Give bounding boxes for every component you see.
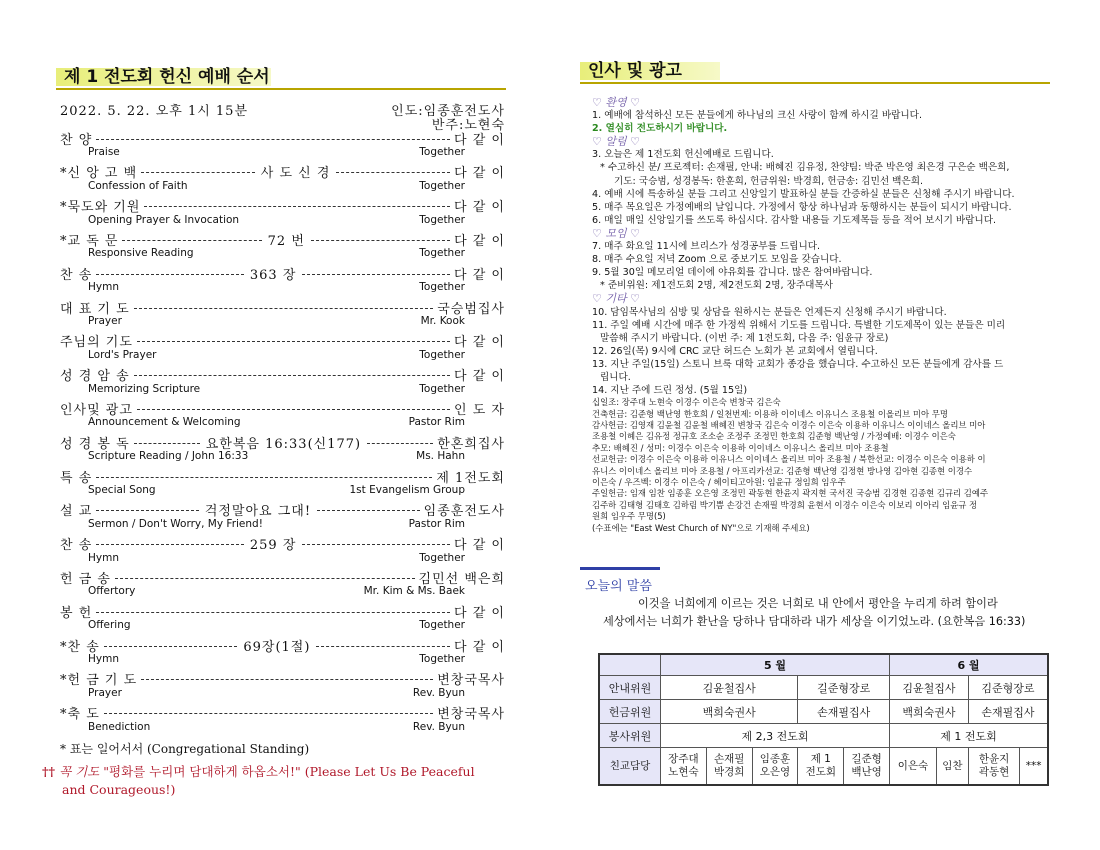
leader-dots — [96, 612, 450, 613]
announcement-7: 7. 매주 화요일 11시에 브리스가 성경공부를 드립니다. — [592, 241, 821, 253]
announcement-3-helpers: * 수고하신 분/ 프로젝터: 손재필, 안내: 배혜진 김유정, 찬양팀: 박준 박은영 최은경 구은순 백은희, — [600, 162, 1010, 174]
item-title-en: Hymn — [88, 551, 119, 564]
item-title-en: Benediction — [88, 720, 151, 733]
leader-dots — [104, 713, 433, 714]
item-performer-en: Mr. Kook — [420, 315, 465, 327]
leader-dots — [367, 443, 433, 444]
item-title: *찬 송 — [60, 639, 100, 655]
duty-cell: 임찬 — [936, 748, 968, 786]
service-item — [60, 299, 505, 333]
verse-line-2: 세상에서는 너희가 환난을 당하나 담대하라 내가 세상을 이기었노라. (요한복음 16:33) — [603, 615, 1026, 628]
prayer-mark: †† — [42, 764, 56, 779]
item-performer-en: Together — [419, 551, 465, 564]
item-detail: 363 장 — [249, 267, 297, 283]
duty-label: 헌금위원 — [599, 700, 661, 724]
duty-cell: 김윤철집사 — [889, 676, 968, 700]
item-performer: 인 도 자 — [454, 402, 505, 418]
announcement-3: 3. 오늘은 제 1전도회 헌신예배로 드립니다. — [592, 149, 774, 161]
item-performer: 다 같 이 — [454, 605, 505, 621]
leader-dots — [122, 240, 261, 241]
duty-cell: 김윤철집사 — [661, 676, 798, 700]
item-title: 찬 송 — [60, 538, 93, 554]
offering-memorial: 추모: 배혜진 / 성미: 이경수 이은숙 이용하 이이네스 이유니스 올리브 미아 조용철 — [592, 442, 889, 453]
service-item-row — [60, 637, 505, 653]
item-performer: 국승범집사 — [437, 301, 505, 317]
item-performer-en: Together — [419, 382, 465, 395]
item-performer-en: Together — [419, 619, 465, 632]
item-title: 주님의 기도 — [60, 335, 133, 351]
offering-sunday: 주일헌금: 임재 임찬 임종훈 오은영 조정민 곽동현 한윤지 곽지현 국서진 국승범 김경현 김종현 김규리 김예주 — [592, 488, 989, 499]
duty-table — [598, 653, 1049, 786]
duty-cell: 제 1 전도회 — [889, 724, 1048, 748]
service-accompanist: 반주:노현숙 — [431, 118, 505, 133]
service-item-row — [60, 400, 505, 416]
prayer-text: "평화를 누리며 담대하게 하옵소서!" (Please Let Us Be Peaceful — [103, 764, 475, 779]
service-item-row — [60, 367, 505, 383]
item-performer: 다 같 이 — [454, 132, 505, 148]
leader-dots — [134, 375, 450, 376]
item-title-en: Responsive Reading — [88, 247, 194, 260]
leader-dots — [302, 544, 450, 545]
item-performer-en: Together — [419, 653, 465, 665]
item-title: 봉 헌 — [60, 605, 93, 621]
duty-cell: 백희숙권사 — [889, 700, 968, 724]
service-item — [60, 603, 505, 637]
duty-label: 봉사위원 — [599, 724, 661, 748]
item-performer: 다 같 이 — [454, 538, 505, 554]
leader-dots — [316, 646, 450, 647]
leader-dots — [96, 510, 199, 511]
item-performer: 제 1전도회 — [436, 470, 505, 486]
announcements-title: 인사 및 광고 — [588, 61, 682, 81]
service-leader: 인도:임종훈전도사 — [391, 104, 505, 119]
duty-cell: 손재필 박경희 — [706, 748, 752, 786]
item-title-en: Confession of Faith — [88, 179, 188, 192]
leader-dots — [144, 206, 450, 207]
item-title: 특 송 — [60, 470, 93, 486]
offering-sunday-2: 김주하 김태형 김태호 김하림 박기쁨 손강건 손재필 박경희 윤현서 이경수 이은숙 이보리 이아리 임윤규 정 — [592, 499, 978, 510]
service-item — [60, 637, 505, 671]
item-detail: 요한복음 16:33(신177) — [205, 436, 362, 452]
leader-dots — [134, 443, 200, 444]
service-item — [60, 164, 505, 198]
item-title: *교 독 문 — [60, 233, 119, 249]
leader-dots — [141, 172, 255, 173]
item-title-en: Sermon / Don't Worry, My Friend! — [88, 517, 263, 530]
offering-building: 건축헌금: 김준형 백난영 한호희 / 일천번제: 이용하 이이네스 이유니스 조용철 이올리브 미아 무명 — [592, 408, 948, 419]
item-title: *묵도와 기원 — [60, 200, 141, 216]
leader-dots — [104, 646, 238, 647]
duty-cell: *** — [1020, 748, 1048, 786]
item-title-en: Scripture Reading / John 16:33 — [88, 450, 249, 463]
leader-dots — [336, 172, 450, 173]
item-performer-en: Pastor Rim — [408, 517, 465, 530]
service-item — [60, 198, 505, 232]
item-title-en: Prayer — [88, 315, 122, 327]
service-item — [60, 231, 505, 265]
item-title: 성 경 봉 독 — [60, 436, 130, 452]
announcement-10: 10. 담임목사님의 심방 및 상담을 원하시는 분들은 언제든지 신청해 주시기 바랍니다. — [592, 306, 947, 318]
service-item — [60, 536, 505, 570]
item-performer: 다 같 이 — [454, 200, 505, 216]
service-item-row — [60, 671, 505, 687]
duty-label: 안내위원 — [599, 676, 661, 700]
item-performer-en: Rev. Byun — [412, 686, 465, 699]
item-title-en: Hymn — [88, 653, 119, 665]
duty-cell: 제 2,3 전도회 — [661, 724, 890, 748]
duty-cell: 임종훈 오은영 — [752, 748, 798, 786]
leader-dots — [96, 139, 450, 140]
offering-sunday-3: 원희 임우주 무명(5) — [592, 511, 666, 522]
item-detail: 사 도 신 경 — [260, 166, 331, 182]
item-performer: 다 같 이 — [454, 639, 505, 655]
offering-mission-3: 이은숙 / 우즈벡: 이경수 이은숙 / 헤이티고아원: 임윤규 정임희 임우주 — [592, 477, 846, 487]
word-title: 오늘의 말씀 — [585, 579, 652, 594]
offering-mission-2: 유니스 이이네스 올리브 미아 조용철 / 아프리카선교: 김준형 백난영 김정현 방나영 김아현 김종현 이경수 — [592, 465, 973, 476]
announcements-title-bar — [580, 60, 1080, 82]
offering-tithe: 십일조: 장주대 노현숙 이경수 이은숙 변창국 김은숙 — [592, 397, 781, 408]
service-item — [60, 333, 505, 367]
leader-dots — [134, 308, 434, 309]
item-performer-en: Together — [419, 348, 465, 361]
service-item-row — [60, 198, 505, 214]
service-item-row — [60, 265, 505, 281]
service-title-bar — [56, 66, 506, 88]
item-performer: 변창국목사 — [437, 707, 505, 723]
duty-cell: 김준형장로 — [968, 676, 1048, 700]
offering-thanks-2: 조용철 이혜은 김유정 정규호 조소순 조정주 조정민 한호희 김준형 백난영 / 가정예배: 이경수 이은숙 — [592, 431, 956, 442]
item-performer-en: Rev. Byun — [412, 720, 465, 733]
announcement-13-cont: 립니다. — [600, 371, 631, 383]
duty-cell: 길준형 백난영 — [844, 748, 890, 786]
item-title-en: Offering — [88, 619, 131, 632]
announcement-8: 8. 매주 수요일 저녁 Zoom 으로 중보기도 모임을 갖습니다. — [592, 254, 842, 266]
service-item — [60, 367, 505, 401]
announcements-list — [592, 96, 1062, 534]
service-item — [60, 705, 505, 739]
service-item-row — [60, 434, 505, 450]
service-item-row — [60, 164, 505, 180]
service-item-row — [60, 705, 505, 721]
duty-row-fellowship — [599, 748, 1048, 786]
service-item — [60, 671, 505, 705]
leader-dots — [96, 544, 244, 545]
standing-note: * 표는 일어서서 (Congregational Standing) — [60, 742, 310, 756]
leader-dots — [137, 409, 450, 410]
item-title-en: Announcement & Welcoming — [88, 416, 241, 429]
announcement-4: 4. 예배 시에 특송하실 분들 그리고 신앙일기 발표하실 분들 간증하실 분들은 신청해 주시기 바랍니다. — [592, 188, 1015, 200]
announcement-9: 9. 5월 30일 메모리얼 데이에 야유회를 갑니다. 많은 참여바랍니다. — [592, 267, 873, 279]
service-item-row — [60, 603, 505, 619]
service-item-row — [60, 536, 505, 552]
category-notice: ♡ 알림 ♡ — [592, 135, 640, 149]
duty-june: 6 월 — [889, 654, 1048, 676]
announcement-9-committee: * 준비위원: 제1전도회 2명, 제2전도회 2명, 장주대목사 — [600, 280, 833, 292]
category-welcome: ♡ 환영 ♡ — [592, 96, 640, 109]
category-etc: ♡ 기타 ♡ — [592, 292, 640, 306]
service-title: 제 1 전도회 헌신 예배 순서 — [64, 67, 270, 87]
prayer-text-2: and Courageous!) — [62, 782, 176, 797]
item-detail: 69장(1절) — [243, 639, 311, 655]
service-item — [60, 400, 505, 434]
item-title: 찬 양 — [60, 132, 93, 148]
item-performer: 임종훈전도사 — [423, 504, 505, 520]
service-item-row — [60, 502, 505, 518]
item-title-en: Praise — [88, 146, 120, 158]
service-item — [60, 502, 505, 536]
item-performer-en: Together — [419, 146, 465, 158]
item-title-en: Memorizing Scripture — [88, 382, 201, 395]
service-item-row — [60, 231, 505, 247]
service-item — [60, 468, 505, 502]
item-performer-en: Mr. Kim & Ms. Baek — [363, 585, 465, 598]
announcement-12: 12. 26일(목) 9시에 CRC 교단 허드슨 노회가 본 교회에서 열립니다. — [592, 345, 878, 357]
item-title: 헌 금 송 — [60, 571, 111, 587]
announcement-11: 11. 주일 예배 시간에 매주 한 가정씩 위해서 기도를 드립니다. 특별한 기도제목이 있는 분들은 미리 — [592, 319, 1006, 331]
service-date: 2022. 5. 22. 오후 1시 15분 — [60, 104, 249, 119]
item-performer: 김민선 백은희 — [418, 571, 505, 587]
item-title: 찬 송 — [60, 267, 93, 283]
duty-cell: 백희숙권사 — [661, 700, 798, 724]
announcement-6: 6. 매일 매일 신앙일기를 쓰도록 하십시다. 감사할 내용들 기도제목들 등을 적어 보시기 바랍니다. — [592, 214, 997, 226]
duty-cell: 제 1 전도회 — [798, 748, 844, 786]
duty-row-service — [599, 724, 1048, 748]
item-title-en: Opening Prayer & Invocation — [88, 213, 240, 226]
offering-thanks: 감사헌금: 김영재 김윤철 김윤철 배혜진 변창국 김은숙 이경수 이은숙 이용하 이유니스 이이네스 올리브 미아 — [592, 419, 986, 430]
service-item-row — [60, 468, 505, 484]
leader-dots — [302, 274, 450, 275]
item-title-en: Special Song — [88, 484, 156, 496]
service-item — [60, 130, 505, 164]
duty-cell: 장주대 노현숙 — [661, 748, 707, 786]
leader-dots — [96, 477, 432, 478]
item-title-en: Prayer — [88, 686, 122, 699]
leader-dots — [137, 341, 450, 342]
item-title: *신 앙 고 백 — [60, 166, 138, 182]
duty-cell: 길준형장로 — [798, 676, 890, 700]
leader-dots — [96, 274, 244, 275]
item-title-en: Lord's Prayer — [88, 348, 157, 361]
duty-label: 친교담당 — [599, 748, 661, 786]
leader-dots — [141, 679, 433, 680]
duty-cell: 손재필집사 — [798, 700, 890, 724]
announcement-1: 1. 예배에 참석하신 모든 분들에게 하나님의 크신 사랑이 함께 하시길 바랍니다. — [592, 110, 922, 122]
item-performer: 한혼희집사 — [437, 436, 505, 452]
item-detail: 259 장 — [249, 538, 297, 554]
service-item-row — [60, 569, 505, 585]
announcement-13: 13. 지난 주일(15일) 스토니 브룩 대학 교회가 종강을 했습니다. 수고하신 모든 분들에게 감사를 드 — [592, 358, 1004, 370]
duty-may: 5 월 — [661, 654, 890, 676]
check-note: (수표에는 "East West Church of NY"으로 기재해 주세요) — [592, 522, 810, 533]
prayer-label: 꼭 기도 — [59, 764, 100, 779]
service-item — [60, 265, 505, 299]
duty-cell: 이은숙 — [889, 748, 936, 786]
item-title-en: Hymn — [88, 281, 119, 294]
item-title: 대 표 기 도 — [60, 301, 130, 317]
item-performer: 다 같 이 — [454, 166, 506, 182]
item-performer-en: Together — [419, 281, 465, 294]
category-meeting: ♡ 모임 ♡ — [592, 226, 640, 240]
verse-line-1: 이것을 너희에게 이르는 것은 너희로 내 안에서 평안을 누리게 하려 함이라 — [638, 597, 998, 610]
announcement-5: 5. 매주 목요일은 가정예배의 날입니다. 가정에서 항상 하나님과 동행하시는 분들이 되시기 바랍니다. — [592, 201, 1012, 213]
item-title: 인사및 광고 — [60, 402, 133, 418]
prayer-line — [42, 763, 522, 799]
item-performer: 다 같 이 — [454, 335, 505, 351]
item-title: *헌 금 기 도 — [60, 673, 138, 689]
item-performer: 다 같 이 — [454, 233, 506, 249]
item-performer: 변창국목사 — [437, 673, 505, 689]
offering-mission: 선교헌금: 이경수 이은숙 이용하 이유니스 이이네스 올리브 미아 조용철 / 북한선교: 이경수 이은숙 이용하 이 — [592, 454, 986, 465]
item-performer-en: 1st Evangelism Group — [349, 484, 465, 496]
item-title: 설 교 — [60, 504, 93, 520]
item-title: 성 경 암 송 — [60, 369, 130, 385]
duty-row-offering — [599, 700, 1048, 724]
announcement-14: 14. 지난 주에 드린 정성. (5월 15일) — [592, 385, 748, 397]
announcement-3-helpers-2: 기도: 국승범, 성경봉독: 한훈희, 헌금위원: 박경희, 헌금송: 김민선 백은희. — [614, 175, 924, 187]
duty-cell: 한윤지 곽동현 — [968, 748, 1019, 786]
service-item — [60, 434, 505, 468]
service-item — [60, 569, 505, 603]
item-title: *축 도 — [60, 707, 100, 723]
item-title-en: Offertory — [88, 585, 136, 598]
item-performer-en: Together — [419, 179, 465, 192]
duty-header-row — [599, 654, 1048, 676]
leader-dots — [115, 578, 415, 579]
duty-row-usher — [599, 676, 1048, 700]
item-performer-en: Pastor Rim — [408, 416, 465, 429]
item-performer-en: Together — [419, 247, 465, 260]
service-item-row — [60, 333, 505, 349]
word-divider — [580, 567, 660, 570]
announcement-11-cont: 말씀해 주시기 바랍니다. (이번 주: 제 1전도회, 다음 주: 임윤규 장로) — [600, 332, 889, 344]
leader-dots — [317, 510, 420, 511]
item-performer: 다 같 이 — [454, 369, 505, 385]
service-item-row — [60, 299, 505, 315]
item-detail: 걱정말아요 그대! — [204, 504, 312, 520]
announcement-2: 2. 열심히 전도하시기 바랍니다. — [592, 123, 728, 135]
service-item-row — [60, 130, 505, 146]
duty-corner — [599, 654, 661, 676]
item-performer-en: Ms. Hahn — [416, 450, 465, 463]
leader-dots — [311, 240, 450, 241]
item-performer-en: Together — [419, 213, 465, 226]
duty-cell: 손재필집사 — [968, 700, 1048, 724]
item-detail: 72 번 — [267, 233, 305, 249]
item-performer: 다 같 이 — [454, 267, 505, 283]
